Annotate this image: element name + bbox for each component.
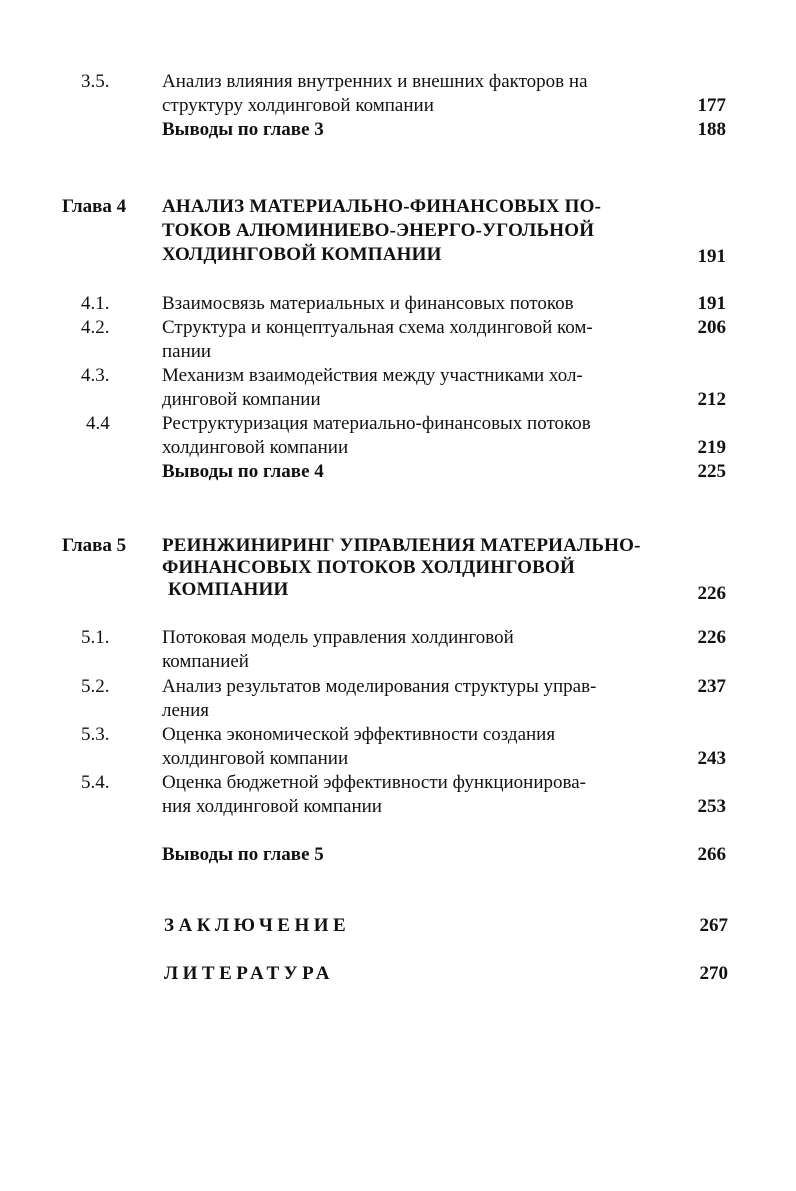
chapter-title-line: РЕИНЖИНИРИНГ УПРАВЛЕНИЯ МАТЕРИАЛЬНО-: [162, 535, 641, 556]
entry-title-line: динговой компании: [162, 389, 321, 410]
entry-title-line: Потоковая модель управления холдинговой: [162, 627, 514, 648]
entry-title-line: Структура и концептуальная схема холдинговой ком-: [162, 317, 593, 338]
entry-number: 5.4.: [81, 772, 110, 793]
entry-number: 3.5.: [81, 71, 110, 92]
entry-title-line: Оценка бюджетной эффективности функционирова-: [162, 772, 586, 793]
chapter-label: Глава 5: [62, 535, 127, 556]
entry-title-line: ления: [162, 700, 209, 721]
entry-number: 5.1.: [81, 627, 110, 648]
page-number: 191: [697, 293, 726, 314]
entry-title-line: ния холдинговой компании: [162, 796, 382, 817]
page-number: 226: [697, 583, 726, 604]
entry-number: 4.4: [86, 413, 110, 434]
entry-title-line: Взаимосвязь материальных и финансовых потоков: [162, 293, 574, 314]
page-number: 237: [697, 676, 726, 697]
entry-title-line: Анализ результатов моделирования структуры управ-: [162, 676, 597, 697]
entry-number: 4.3.: [81, 365, 110, 386]
chapter-label: Глава 4: [62, 196, 127, 217]
page-number: 270: [699, 963, 728, 984]
page-number: 225: [697, 461, 726, 482]
page-number: 267: [699, 915, 728, 936]
page-number: 219: [697, 437, 726, 458]
entry-title-line: Анализ влияния внутренних и внешних факторов на: [162, 71, 588, 92]
page-number: 253: [697, 796, 726, 817]
entry-title-line: компанией: [162, 651, 249, 672]
entry-title-line: ЛИТЕРАТУРА: [164, 963, 335, 984]
page-number: 266: [697, 844, 726, 865]
chapter-title-line: ХОЛДИНГОВОЙ КОМПАНИИ: [162, 244, 442, 265]
entry-title-line: пании: [162, 341, 212, 362]
entry-title-line: Выводы по главе 5: [162, 844, 324, 865]
entry-number: 5.2.: [81, 676, 110, 697]
chapter-title-line: ТОКОВ АЛЮМИНИЕВО-ЭНЕРГО-УГОЛЬНОЙ: [162, 220, 595, 241]
entry-title-line: Механизм взаимодействия между участниками хол-: [162, 365, 583, 386]
entry-title-line: структуру холдинговой компании: [162, 95, 434, 116]
page-number: 226: [697, 627, 726, 648]
entry-title-line: ЗАКЛЮЧЕНИЕ: [164, 915, 351, 936]
entry-number: 5.3.: [81, 724, 110, 745]
page-number: 191: [697, 246, 726, 267]
entry-title-line: Выводы по главе 3: [162, 119, 324, 140]
entry-title-line: холдинговой компании: [162, 748, 349, 769]
page-number: 206: [697, 317, 726, 338]
entry-title-line: Реструктуризация материально-финансовых потоков: [162, 413, 591, 434]
entry-number: 4.2.: [81, 317, 110, 338]
page-number: 188: [697, 119, 726, 140]
page-number: 177: [697, 95, 726, 116]
entry-number: 4.1.: [81, 293, 110, 314]
entry-title-line: Оценка экономической эффективности создания: [162, 724, 556, 745]
entry-title-line: холдинговой компании: [162, 437, 349, 458]
page-number: 243: [697, 748, 726, 769]
chapter-title-line: ФИНАНСОВЫХ ПОТОКОВ ХОЛДИНГОВОЙ: [162, 557, 575, 578]
chapter-title-line: АНАЛИЗ МАТЕРИАЛЬНО-ФИНАНСОВЫХ ПО-: [162, 196, 602, 217]
entry-title-line: Выводы по главе 4: [162, 461, 324, 482]
page-number: 212: [697, 389, 726, 410]
chapter-title-line: КОМПАНИИ: [168, 579, 289, 600]
